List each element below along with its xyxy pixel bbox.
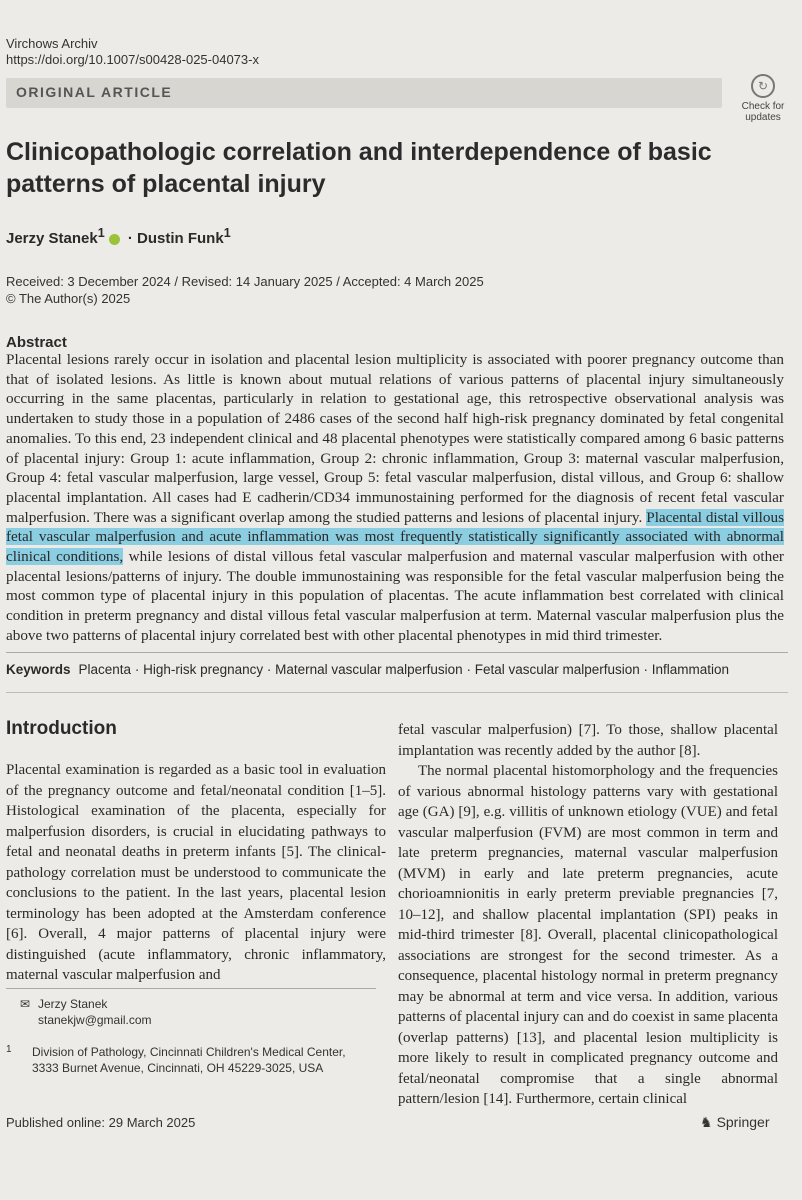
- divider: [6, 692, 788, 693]
- keywords-label: Keywords: [6, 662, 71, 677]
- author-name[interactable]: Dustin Funk: [137, 230, 224, 247]
- contact-name: Jerzy Stanek: [38, 997, 108, 1011]
- corresponding-author: [20, 996, 152, 1028]
- highlighted-sentence: Placental distal villous fetal vascular malperfusion and acute inflammation was most frequently statistically significantly associated with abnormal clinical conditions,: [6, 508, 784, 566]
- contact-email[interactable]: stanekjw@gmail.com: [38, 1013, 152, 1027]
- journal-name: Virchows Archiv: [6, 36, 98, 51]
- keywords-list: Placenta · High-risk pregnancy · Maternal vascular malperfusion · Fetal vascular malperfusion · Inflammation: [78, 662, 730, 677]
- copyright: © The Author(s) 2025: [6, 291, 131, 306]
- abstract-part: Placental lesions rarely occur in isolation and placental lesion multiplicity is associated with poorer pregnancy outcome than that of isolated lesions. As little is known about mutual relations of various patterns of placental injury simultaneously occurring in the same placentas, particularly in relation to gestational age, this retrospective observational analysis was undertaken to study those in a population of 2486 cases of the second half high-risk pregnancy dominated by fetal congenital anomalies. To this end, 23 independent clinical and 48 placental phenotypes were statistically compared among 6 basic patterns of placental injury: Group 1: acute inflammation, Group 2: chronic inflammation, Group 3: maternal vascular malperfusion, Group 4: fetal vascular malperfusion, large vessel, Group 5: fetal vascular malperfusion, distal villous, and Group 6: shallow placental implantation. All cases had E cadherin/CD34 immunostaining performed for the diagnosis of recent fetal vascular malperfusion. There was a significant overlap among the studied patterns and lesions of placental injury.: [6, 351, 784, 526]
- article-title: Clinicopathologic correlation and interdependence of basic patterns of placental injury: [6, 138, 712, 198]
- abstract-part: while lesions of distal villous fetal vascular malperfusion and maternal vascular malperfusion with other placental lesions/patterns of injury. The double immunostaining was responsible for the fetal vascular malperfusion being the most common type of placental injury in this population of placentas. The acute inflammation best correlated with clinical condition in preterm pregnancy and distal villous fetal vascular malperfusion at term. Maternal vascular malperfusion plus the above two patterns of placental injury correlated best with other placental phenotypes in mid third trimester.: [6, 548, 784, 644]
- publisher-name: Springer: [716, 1114, 770, 1130]
- paragraph: The normal placental histomorphology and the frequencies of various abnormal histology patterns vary with gestational age (GA) [9], e.g. villitis of unknown etiology (VUE) and fetal vascular malperfusion (FVM) are most common in term and late preterm pregnancies, maternal vascular malperfusion (MVM) in early and late preterm pregnancies, acute chorioamnionitis in early preterm previable pregnancies [7, 10–12], and shallow placental implantation (SPI) peaks in mid-third trimester [8]. Overall, placental clinicopathological associations are strongest for the second trimester. As a consequence, placental histology normal in preterm pregnancy may be abnormal at term and vice versa. In addition, various patterns of placental injury can and do coexist in same placenta (overlap patterns) [13], and placental lesion multiplicity is more likely to result in complicated pregnancy outcome and fetal/neonatal compromise that a single abnormal pattern/lesion [14]. Furthermore, certain clinical: [398, 763, 778, 1107]
- check-updates-badge[interactable]: [735, 74, 791, 123]
- paragraph: fetal vascular malperfusion) [7]. To those, shallow placental implantation was recently added by the author [8].: [398, 722, 778, 759]
- affiliation-text: Division of Pathology, Cincinnati Children's Medical Center, 3333 Burnet Avenue, Cincinnati, OH 45229-3025, USA: [32, 1045, 346, 1075]
- author-list: [6, 226, 231, 247]
- introduction-column-1: Placental examination is regarded as a basic tool in evaluation of the pregnancy outcome and fetal/neonatal condition [1–5]. Histological examination of the placenta, especially for malperfusion disorders, is crucial in elucidating pathways to fetal and neonatal deaths in preterm infants [5]. The clinical-pathology correlation must be understood to communicate the conclusions to the patient. In the last years, placental lesion terminology has been adopted at the Amsterdam conference [6]. Overall, 4 major patterns of placental injury were distinguished (acute inflammatory, chronic inflammatory, maternal vascular malperfusion and: [6, 762, 386, 983]
- doi-link[interactable]: https://doi.org/10.1007/s00428-025-04073-x: [6, 52, 259, 67]
- mail-icon: ✉: [20, 997, 31, 1011]
- article-type: ORIGINAL ARTICLE: [16, 84, 173, 100]
- introduction-column-2: [398, 720, 778, 1110]
- affiliation-number: 1: [6, 1044, 12, 1055]
- publisher-logo: [700, 1114, 769, 1131]
- introduction-heading: Introduction: [6, 718, 117, 739]
- article-type-bar: [6, 78, 722, 108]
- keywords: [6, 662, 729, 677]
- abstract-text: [6, 350, 784, 646]
- history-dates: Received: 3 December 2024 / Revised: 14 January 2025 / Accepted: 4 March 2025: [6, 274, 484, 289]
- published-date: Published online: 29 March 2025: [6, 1115, 196, 1130]
- springer-horse-icon: ♞: [700, 1114, 713, 1130]
- author-separator: ·: [127, 230, 133, 247]
- divider: [6, 652, 788, 653]
- article-dates: [6, 273, 484, 307]
- footnote-divider: [6, 988, 376, 989]
- author-affiliation-mark: 1: [97, 226, 105, 240]
- author-name[interactable]: Jerzy Stanek: [6, 230, 98, 247]
- author-affiliation-mark: 1: [223, 226, 231, 240]
- check-updates-label: Check for updates: [741, 101, 785, 123]
- update-icon: ↻: [751, 74, 775, 98]
- affiliation: [6, 1044, 370, 1076]
- orcid-icon[interactable]: [109, 234, 120, 245]
- abstract-heading: Abstract: [6, 334, 67, 351]
